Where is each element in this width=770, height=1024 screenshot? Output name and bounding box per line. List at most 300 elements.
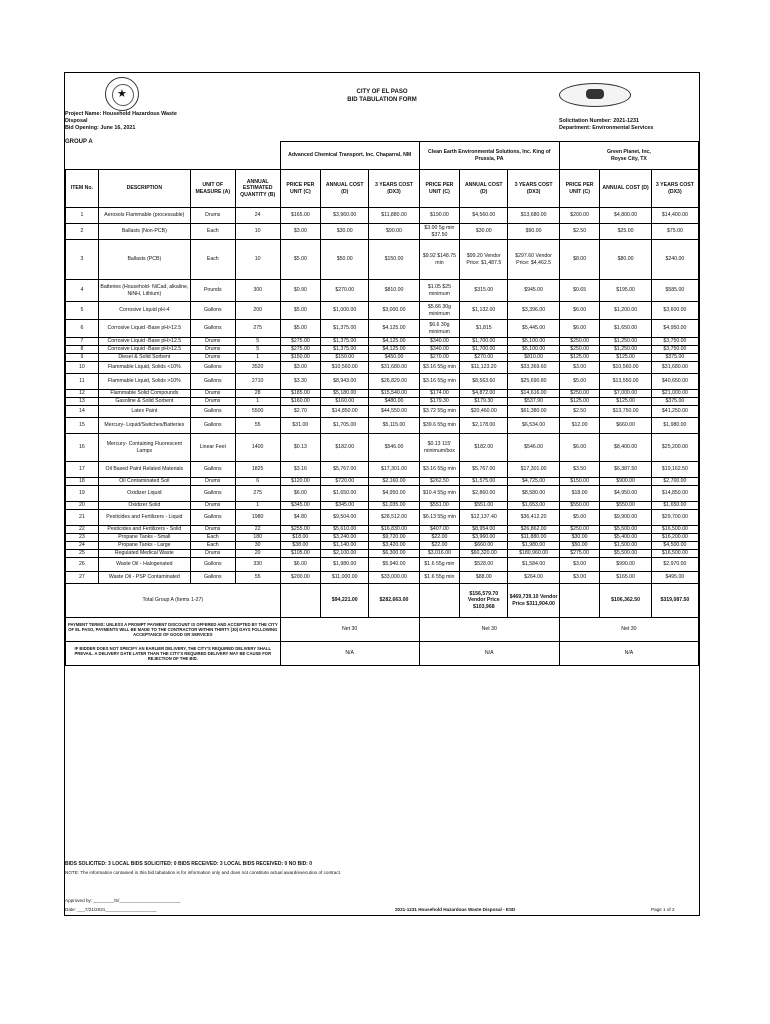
cell-item-no: 21	[66, 510, 99, 526]
cell-v3-annual-cost: $5,500.00	[600, 550, 651, 558]
cell-uom: Gallons	[190, 406, 235, 418]
cell-v3-unit-price: $250.00	[559, 338, 600, 346]
cell-v2-unit-price: $3.16 55g min	[419, 374, 460, 390]
cell-v3-annual-cost: $125.00	[600, 398, 651, 406]
blank-header	[66, 142, 281, 170]
cell-item-no: 26	[66, 558, 99, 572]
cell-v3-three-year: $1,650.00	[651, 502, 698, 510]
cell-v3-annual-cost: $1,200.00	[600, 302, 651, 320]
cell-uom: Drums	[190, 338, 235, 346]
cell-v1-annual-cost: $150.00	[321, 354, 369, 362]
cell-v1-annual-cost: $2,100.00	[321, 550, 369, 558]
cell-v3-unit-price: $12.00	[559, 418, 600, 434]
cell-v3-three-year: $240.00	[651, 240, 698, 280]
cell-v1-annual-cost: $1,705.00	[321, 418, 369, 434]
cell-v2-three-year: $4,725.00	[508, 478, 559, 486]
city-seal-icon: ★	[105, 77, 139, 111]
cell-description: Corrosive Liquid -Base pH>12.5	[98, 346, 190, 354]
cell-description: Aerosols Flammable (processable)	[98, 208, 190, 224]
cell-v1-three-year: $31,680.00	[369, 362, 419, 374]
cell-qty: 1980	[235, 510, 280, 526]
col-qty: ANNUAL ESTIMATED QUANTITY (B)	[235, 170, 280, 208]
cell-v2-annual-cost: $4,560.00	[460, 208, 508, 224]
cell-v2-annual-cost: $1,700.00	[460, 338, 508, 346]
col-v1-annual-cost: ANNUAL COST (D)	[321, 170, 369, 208]
cell-v2-unit-price: $179.30	[419, 398, 460, 406]
col-v3-unit-price: PRICE PER UNIT (C)	[559, 170, 600, 208]
table-row	[66, 302, 699, 320]
cell-v3-unit-price: $125.00	[559, 398, 600, 406]
cell-qty: 5	[235, 338, 280, 346]
vendor-2-header: Clean Earth Environmental Solutions, Inc. King of Prussia, PA	[419, 142, 559, 170]
table-row	[66, 374, 699, 390]
cell-v2-annual-cost: $660.00	[460, 542, 508, 550]
cell-uom: Gallons	[190, 462, 235, 478]
cell-v2-annual-cost: $2,860.00	[460, 486, 508, 502]
cell-v1-three-year: $3,000.00	[369, 302, 419, 320]
cell-v3-unit-price: $50.00	[559, 542, 600, 550]
cell-description: Diesel & Solid Sorbent	[98, 354, 190, 362]
cell-uom: Each	[190, 240, 235, 280]
total-v3-3yr: $319,087.50	[651, 584, 698, 618]
cell-v3-three-year: $25,200.00	[651, 434, 698, 462]
cell-v1-annual-cost: $5,180.00	[321, 390, 369, 398]
cell-uom: Drums	[190, 398, 235, 406]
table-row	[66, 208, 699, 224]
cell-v3-unit-price: $250.00	[559, 346, 600, 354]
cell-v2-unit-price: $10.4 55g min	[419, 486, 460, 502]
cell-v1-annual-cost: $3,240.00	[321, 534, 369, 542]
cell-qty: 55	[235, 418, 280, 434]
cell-v1-annual-cost: $160.00	[321, 398, 369, 406]
cell-v3-annual-cost: $5,500.00	[600, 526, 651, 534]
cell-v3-three-year: $16,500.00	[651, 550, 698, 558]
cell-v1-unit-price: $3.16	[280, 462, 321, 478]
org-name: CITY OF EL PASO	[356, 89, 408, 95]
cell-v1-three-year: $15,540.00	[369, 390, 419, 398]
cell-v3-unit-price: $6.00	[559, 302, 600, 320]
cell-v3-three-year: $4,500.00	[651, 542, 698, 550]
cell-v3-unit-price: $0.65	[559, 280, 600, 302]
col-v3-three-year: 3 YEARS COST (DX3)	[651, 170, 698, 208]
cell-v1-unit-price: $105.00	[280, 550, 321, 558]
cell-v1-annual-cost: $3,960.00	[321, 208, 369, 224]
cell-qty: 10	[235, 224, 280, 240]
cell-item-no: 12	[66, 390, 99, 398]
cell-v1-three-year: $17,301.00	[369, 462, 419, 478]
cell-v1-unit-price: $3.00	[280, 362, 321, 374]
cell-v3-three-year: $375.00	[651, 354, 698, 362]
cell-v3-annual-cost: $13,750.00	[600, 406, 651, 418]
award-logo-icon	[559, 83, 631, 107]
cell-v3-three-year: $2,970.00	[651, 558, 698, 572]
delivery-terms-row	[66, 642, 699, 666]
note: NOTE: The information contained in this bid tabulation is for information only and does not constitute actual award/execution of contract.	[65, 870, 342, 875]
cell-v1-three-year: $546.00	[369, 434, 419, 462]
cell-item-no: 11	[66, 374, 99, 390]
table-row	[66, 390, 699, 398]
cell-description: Batteries (Household- NiCad, alkaline, NiNH, Lithium)	[98, 280, 190, 302]
cell-v2-three-year: $90.00	[508, 224, 559, 240]
cell-v1-annual-cost: $5,767.00	[321, 462, 369, 478]
cell-v3-unit-price: $3.50	[559, 462, 600, 478]
col-v1-unit-price: PRICE PER UNIT (C)	[280, 170, 321, 208]
cell-v2-unit-price: $174.00	[419, 390, 460, 398]
table-row	[66, 362, 699, 374]
table-row	[66, 542, 699, 550]
cell-v2-annual-cost: $8,954.00	[460, 526, 508, 534]
cell-item-no: 4	[66, 280, 99, 302]
cell-uom: Gallons	[190, 374, 235, 390]
cell-uom: Each	[190, 542, 235, 550]
cell-v2-three-year: $8,580.00	[508, 486, 559, 502]
cell-uom: Pounds	[190, 280, 235, 302]
cell-v1-annual-cost: $1,650.00	[321, 486, 369, 502]
cell-v1-unit-price: $275.00	[280, 346, 321, 354]
cell-v1-annual-cost: $9,504.00	[321, 510, 369, 526]
cell-v3-annual-cost: $990.00	[600, 558, 651, 572]
cell-uom: Gallons	[190, 510, 235, 526]
cell-v2-unit-price: $22.00	[419, 542, 460, 550]
cell-v1-annual-cost: $1,000.00	[321, 302, 369, 320]
cell-v1-unit-price: $120.00	[280, 478, 321, 486]
cell-v3-annual-cost: $1,500.00	[600, 542, 651, 550]
table-row	[66, 462, 699, 478]
cell-v1-unit-price: $0.13	[280, 434, 321, 462]
cell-qty: 275	[235, 320, 280, 338]
cell-item-no: 10	[66, 362, 99, 374]
cell-v3-three-year: $29,700.00	[651, 510, 698, 526]
cell-v3-unit-price: $275.00	[559, 550, 600, 558]
vendor-3-city: Royse City, TX	[610, 155, 647, 162]
cell-description: Ballasts (PCB)	[98, 240, 190, 280]
cell-v1-unit-price: $150.00	[280, 354, 321, 362]
cell-v3-unit-price: $3.00	[559, 572, 600, 584]
cell-v2-annual-cost: $60,320.00	[460, 550, 508, 558]
cell-v2-annual-cost: $3,960.00	[460, 534, 508, 542]
table-row	[66, 320, 699, 338]
cell-v3-three-year: $31,680.00	[651, 362, 698, 374]
cell-item-no: 2	[66, 224, 99, 240]
cell-v1-annual-cost: $8,943.00	[321, 374, 369, 390]
delivery-v3: N/A	[559, 642, 698, 666]
cell-v2-three-year: $14,616.00	[508, 390, 559, 398]
cell-v1-three-year: $450.00	[369, 354, 419, 362]
col-v2-annual-cost: ANNUAL COST (D)	[460, 170, 508, 208]
cell-v3-three-year: $16,200.00	[651, 534, 698, 542]
cell-v2-unit-price: $340.00	[419, 346, 460, 354]
cell-v1-annual-cost: $14,850.00	[321, 406, 369, 418]
cell-description: Pesticides and Fertilizers - Liquid	[98, 510, 190, 526]
cell-item-no: 8	[66, 346, 99, 354]
cell-v1-unit-price: $160.00	[280, 398, 321, 406]
cell-v3-annual-cost: $6,387.50	[600, 462, 651, 478]
cell-v3-three-year: $14,850.00	[651, 486, 698, 502]
total-v2-3yr: $469,739.10 Vendor Price $311,904.00	[508, 584, 559, 618]
cell-uom: Each	[190, 224, 235, 240]
group-label: GROUP A	[65, 139, 93, 145]
page-number: Page 1 of 2	[651, 907, 675, 912]
cell-v3-three-year: $495.00	[651, 572, 698, 584]
cell-v2-three-year: $5,100.00	[508, 346, 559, 354]
cell-v1-unit-price: $4.80	[280, 510, 321, 526]
payment-terms-label: PAYMENT TERMS: UNLESS A PROMPT PAYMENT DISCOUNT IS OFFERED AND ACCEPTED BY THE CITY OF EL PASO, PAYMENTS WILL BE MADE TO THE CONTRACTOR WITHIN THIRTY (30) DAYS FOLLOWING ACCEPTANCE OF GOOD OR SERVICES	[66, 618, 281, 642]
table-row	[66, 418, 699, 434]
approved-by: Approved by: ________/S/________________________	[65, 898, 181, 903]
cell-v1-three-year: $44,550.00	[369, 406, 419, 418]
cell-v2-three-year: $537.90	[508, 398, 559, 406]
cell-uom: Gallons	[190, 362, 235, 374]
cell-qty: 6	[235, 478, 280, 486]
cell-v3-three-year: $375.00	[651, 398, 698, 406]
cell-v2-three-year: $36,412.20	[508, 510, 559, 526]
cell-v2-unit-price: $3.16 55g min	[419, 362, 460, 374]
cell-uom: Drums	[190, 346, 235, 354]
cell-qty: 1400	[235, 434, 280, 462]
cell-v3-annual-cost: $9,900.00	[600, 510, 651, 526]
payment-v2: Net 30	[419, 618, 559, 642]
cell-item-no: 20	[66, 502, 99, 510]
cell-v1-three-year: $480.00	[369, 398, 419, 406]
delivery-v1: N/A	[280, 642, 419, 666]
col-v3-annual-cost: ANNUAL COST (D)	[600, 170, 651, 208]
cell-item-no: 7	[66, 338, 99, 346]
total-v3-annual: $106,362.50	[600, 584, 651, 618]
table-row	[66, 338, 699, 346]
cell-v1-three-year: $5,940.00	[369, 558, 419, 572]
cell-v3-unit-price: $5.00	[559, 374, 600, 390]
cell-uom: Gallons	[190, 320, 235, 338]
cell-v2-annual-cost: $88.00	[460, 572, 508, 584]
cell-v2-unit-price: $340.00	[419, 338, 460, 346]
cell-v1-unit-price: $200.00	[280, 572, 321, 584]
cell-qty: 22	[235, 526, 280, 534]
table-row	[66, 558, 699, 572]
payment-terms-row	[66, 618, 699, 642]
cell-v1-unit-price: $345.00	[280, 502, 321, 510]
cell-v3-annual-cost: $25.00	[600, 224, 651, 240]
cell-v1-annual-cost: $345.00	[321, 502, 369, 510]
cell-v1-three-year: $6,300.00	[369, 550, 419, 558]
cell-v2-three-year: $1,980.00	[508, 542, 559, 550]
cell-v1-unit-price: $255.00	[280, 526, 321, 534]
cell-v2-unit-price: $551.00	[419, 502, 460, 510]
cell-qty: 1	[235, 354, 280, 362]
cell-v2-unit-price: $0.13 115' minimum/box	[419, 434, 460, 462]
cell-v1-three-year: $28,512.00	[369, 510, 419, 526]
cell-v2-annual-cost: $99.20 Vendor Price: $1,487.5	[460, 240, 508, 280]
project-name-line2: Disposal	[65, 118, 88, 124]
total-v2-blank	[419, 584, 460, 618]
cell-v1-annual-cost: $10,560.00	[321, 362, 369, 374]
cell-v3-annual-cost: $165.00	[600, 572, 651, 584]
cell-description: Waste Oil - PSP Contaminated	[98, 572, 190, 584]
cell-v3-annual-cost: $7,000.00	[600, 390, 651, 398]
cell-v1-annual-cost: $720.00	[321, 478, 369, 486]
cell-v2-unit-price: $270.00	[419, 354, 460, 362]
cell-v3-unit-price: $200.00	[559, 208, 600, 224]
cell-v2-three-year: $180,960.00	[508, 550, 559, 558]
cell-v3-unit-price: $3.00	[559, 362, 600, 374]
cell-v2-unit-price: $39.6 55g min	[419, 418, 460, 434]
cell-v2-three-year: $1,653.00	[508, 502, 559, 510]
cell-v3-three-year: $4,950.00	[651, 320, 698, 338]
cell-uom: Drums	[190, 390, 235, 398]
cell-v1-three-year: $2,160.00	[369, 478, 419, 486]
cell-item-no: 6	[66, 320, 99, 338]
cell-v3-annual-cost: $80.00	[600, 240, 651, 280]
cell-v3-unit-price: $550.00	[559, 502, 600, 510]
cell-item-no: 22	[66, 526, 99, 534]
vendor-3-name: Green Planet, Inc,	[607, 149, 651, 156]
cell-v2-three-year: $17,301.00	[508, 462, 559, 478]
cell-description: Propane Tanks - Large	[98, 542, 190, 550]
cell-v1-unit-price: $6.00	[280, 486, 321, 502]
cell-v2-annual-cost: $1,132.00	[460, 302, 508, 320]
cell-v2-three-year: $5,100.00	[508, 338, 559, 346]
bids-summary: BIDS SOLICITED: 3 LOCAL BIDS SOLICITED: 0 BIDS RECEIVED: 3 LOCAL BIDS RECEIVED: 0 NO BID: 0	[65, 861, 313, 867]
cell-v1-unit-price: $0.90	[280, 280, 321, 302]
cell-v2-unit-price: $22.00	[419, 534, 460, 542]
cell-v2-annual-cost: $12,137.40	[460, 510, 508, 526]
cell-item-no: 18	[66, 478, 99, 486]
cell-v2-three-year: $264.00	[508, 572, 559, 584]
cell-v2-unit-price: $9.92 $148.75 min	[419, 240, 460, 280]
cell-item-no: 14	[66, 406, 99, 418]
cell-v2-annual-cost: $4,872.00	[460, 390, 508, 398]
cell-v2-unit-price: $6.13 55g min	[419, 510, 460, 526]
cell-v2-annual-cost: $1,815	[460, 320, 508, 338]
cell-v1-three-year: $810.00	[369, 280, 419, 302]
cell-v3-unit-price: $250.00	[559, 526, 600, 534]
cell-v2-unit-price: $3.72 55g min	[419, 406, 460, 418]
table-row	[66, 346, 699, 354]
cell-qty: 24	[235, 208, 280, 224]
cell-uom: Gallons	[190, 572, 235, 584]
col-v2-three-year: 3 YEARS COST (DX3)	[508, 170, 559, 208]
cell-qty: 28	[235, 390, 280, 398]
cell-v2-annual-cost: $5,767.00	[460, 462, 508, 478]
cell-qty: 5	[235, 346, 280, 354]
cell-v3-unit-price: $30.00	[559, 534, 600, 542]
cell-uom: Linear Feet	[190, 434, 235, 462]
cell-v2-unit-price: $262.50	[419, 478, 460, 486]
cell-qty: 10	[235, 240, 280, 280]
cell-item-no: 27	[66, 572, 99, 584]
cell-qty: 2710	[235, 374, 280, 390]
cell-v1-unit-price: $275.00	[280, 338, 321, 346]
cell-uom: Gallons	[190, 302, 235, 320]
cell-v1-annual-cost: $11,000.00	[321, 572, 369, 584]
cell-v3-three-year: $2,700.00	[651, 478, 698, 486]
table-row	[66, 502, 699, 510]
col-uom: UNIT OF MEASURE (A)	[190, 170, 235, 208]
cell-v2-unit-price: $3.00 5g min $37.50	[419, 224, 460, 240]
cell-v2-three-year: $61,380.00	[508, 406, 559, 418]
cell-qty: 1	[235, 502, 280, 510]
table-row	[66, 486, 699, 502]
cell-v2-three-year: $25,690.80	[508, 374, 559, 390]
cell-description: Flammable Liquid, Solids >10%	[98, 374, 190, 390]
cell-v3-three-year: $75.00	[651, 224, 698, 240]
cell-v1-three-year: $90.00	[369, 224, 419, 240]
cell-v3-three-year: $41,250.00	[651, 406, 698, 418]
cell-uom: Gallons	[190, 486, 235, 502]
cell-v2-annual-cost: $20,460.00	[460, 406, 508, 418]
total-label: Total Group A (Items 1-27)	[66, 584, 281, 618]
cell-v3-unit-price: $6.00	[559, 434, 600, 462]
total-v3-blank	[559, 584, 600, 618]
cell-v3-unit-price: $6.00	[559, 320, 600, 338]
cell-description: Regulated Medical Waste	[98, 550, 190, 558]
cell-v3-three-year: $3,600.00	[651, 302, 698, 320]
cell-item-no: 16	[66, 434, 99, 462]
table-row	[66, 572, 699, 584]
cell-v1-three-year: $150.00	[369, 240, 419, 280]
cell-v1-annual-cost: $1,375.00	[321, 338, 369, 346]
totals-row	[66, 584, 699, 618]
cell-uom: Drums	[190, 208, 235, 224]
total-v1-annual: $94,221.00	[321, 584, 369, 618]
cell-v3-annual-cost: $4,950.00	[600, 486, 651, 502]
total-v2-annual: $156,579.70 Vendor Price $103,968	[460, 584, 508, 618]
cell-v3-three-year: $3,750.00	[651, 346, 698, 354]
delivery-terms-label: IF BIDDER DOES NOT SPECIFY AN EARLIER DELIVERY, THE CITY'S REQUIRED DELIVERY SHALL PREVAIL. A DELIVERY DATE LATER THAN THE CITY'S REQUIRED DELIVERY MAY BE CAUSE FOR REJECTION OF THE BID.	[66, 642, 281, 666]
cell-uom: Drums	[190, 478, 235, 486]
total-v1-blank	[280, 584, 321, 618]
cell-v1-annual-cost: $270.00	[321, 280, 369, 302]
cell-v2-unit-price: $5.66 30g minimum	[419, 302, 460, 320]
cell-v1-three-year: $4,125.00	[369, 320, 419, 338]
payment-v3: Net 30	[559, 618, 698, 642]
project-name-line1: Project Name: Household Hazardous Waste	[65, 111, 177, 117]
cell-v2-three-year: $810.00	[508, 354, 559, 362]
cell-qty: 330	[235, 558, 280, 572]
cell-v3-annual-cost: $10,560.00	[600, 362, 651, 374]
cell-v1-unit-price: $165.00	[280, 208, 321, 224]
col-v1-three-year: 3 YEARS COST (DX3)	[369, 170, 419, 208]
cell-qty: 180	[235, 534, 280, 542]
cell-v2-three-year: $11,880.00	[508, 534, 559, 542]
cell-item-no: 19	[66, 486, 99, 502]
cell-v1-unit-price: $31.00	[280, 418, 321, 434]
cell-uom: Gallons	[190, 558, 235, 572]
cell-v3-three-year: $40,650.00	[651, 374, 698, 390]
cell-v2-three-year: $26,862.00	[508, 526, 559, 534]
cell-v1-unit-price: $18.00	[280, 534, 321, 542]
project-name	[65, 111, 177, 132]
cell-v1-unit-price: $6.00	[280, 558, 321, 572]
cell-v2-annual-cost: $1,700.00	[460, 346, 508, 354]
cell-v2-unit-price: $6.6 30g minimum	[419, 320, 460, 338]
cell-description: Corrosive Liquid -Base pH>12.5	[98, 320, 190, 338]
cell-description: Mercury- Containing Fluorescent Lamps	[98, 434, 190, 462]
cell-v3-annual-cost: $5,400.00	[600, 534, 651, 542]
cell-uom: Drums	[190, 354, 235, 362]
cell-v2-three-year: $546.00	[508, 434, 559, 462]
cell-v3-annual-cost: $900.00	[600, 478, 651, 486]
cell-v3-three-year: $3,750.00	[651, 338, 698, 346]
cell-qty: 1825	[235, 462, 280, 478]
cell-v1-three-year: $1,035.00	[369, 502, 419, 510]
cell-v3-three-year: $14,400.00	[651, 208, 698, 224]
cell-v2-three-year: $945.00	[508, 280, 559, 302]
cell-v1-annual-cost: $1,375.00	[321, 346, 369, 354]
col-item-no: ITEM No.	[66, 170, 99, 208]
cell-v2-three-year: $1,584.00	[508, 558, 559, 572]
vendor-1-header: Advanced Chemical Transport, Inc. Chaparral, NM	[280, 142, 419, 170]
cell-v1-three-year: $16,830.00	[369, 526, 419, 534]
